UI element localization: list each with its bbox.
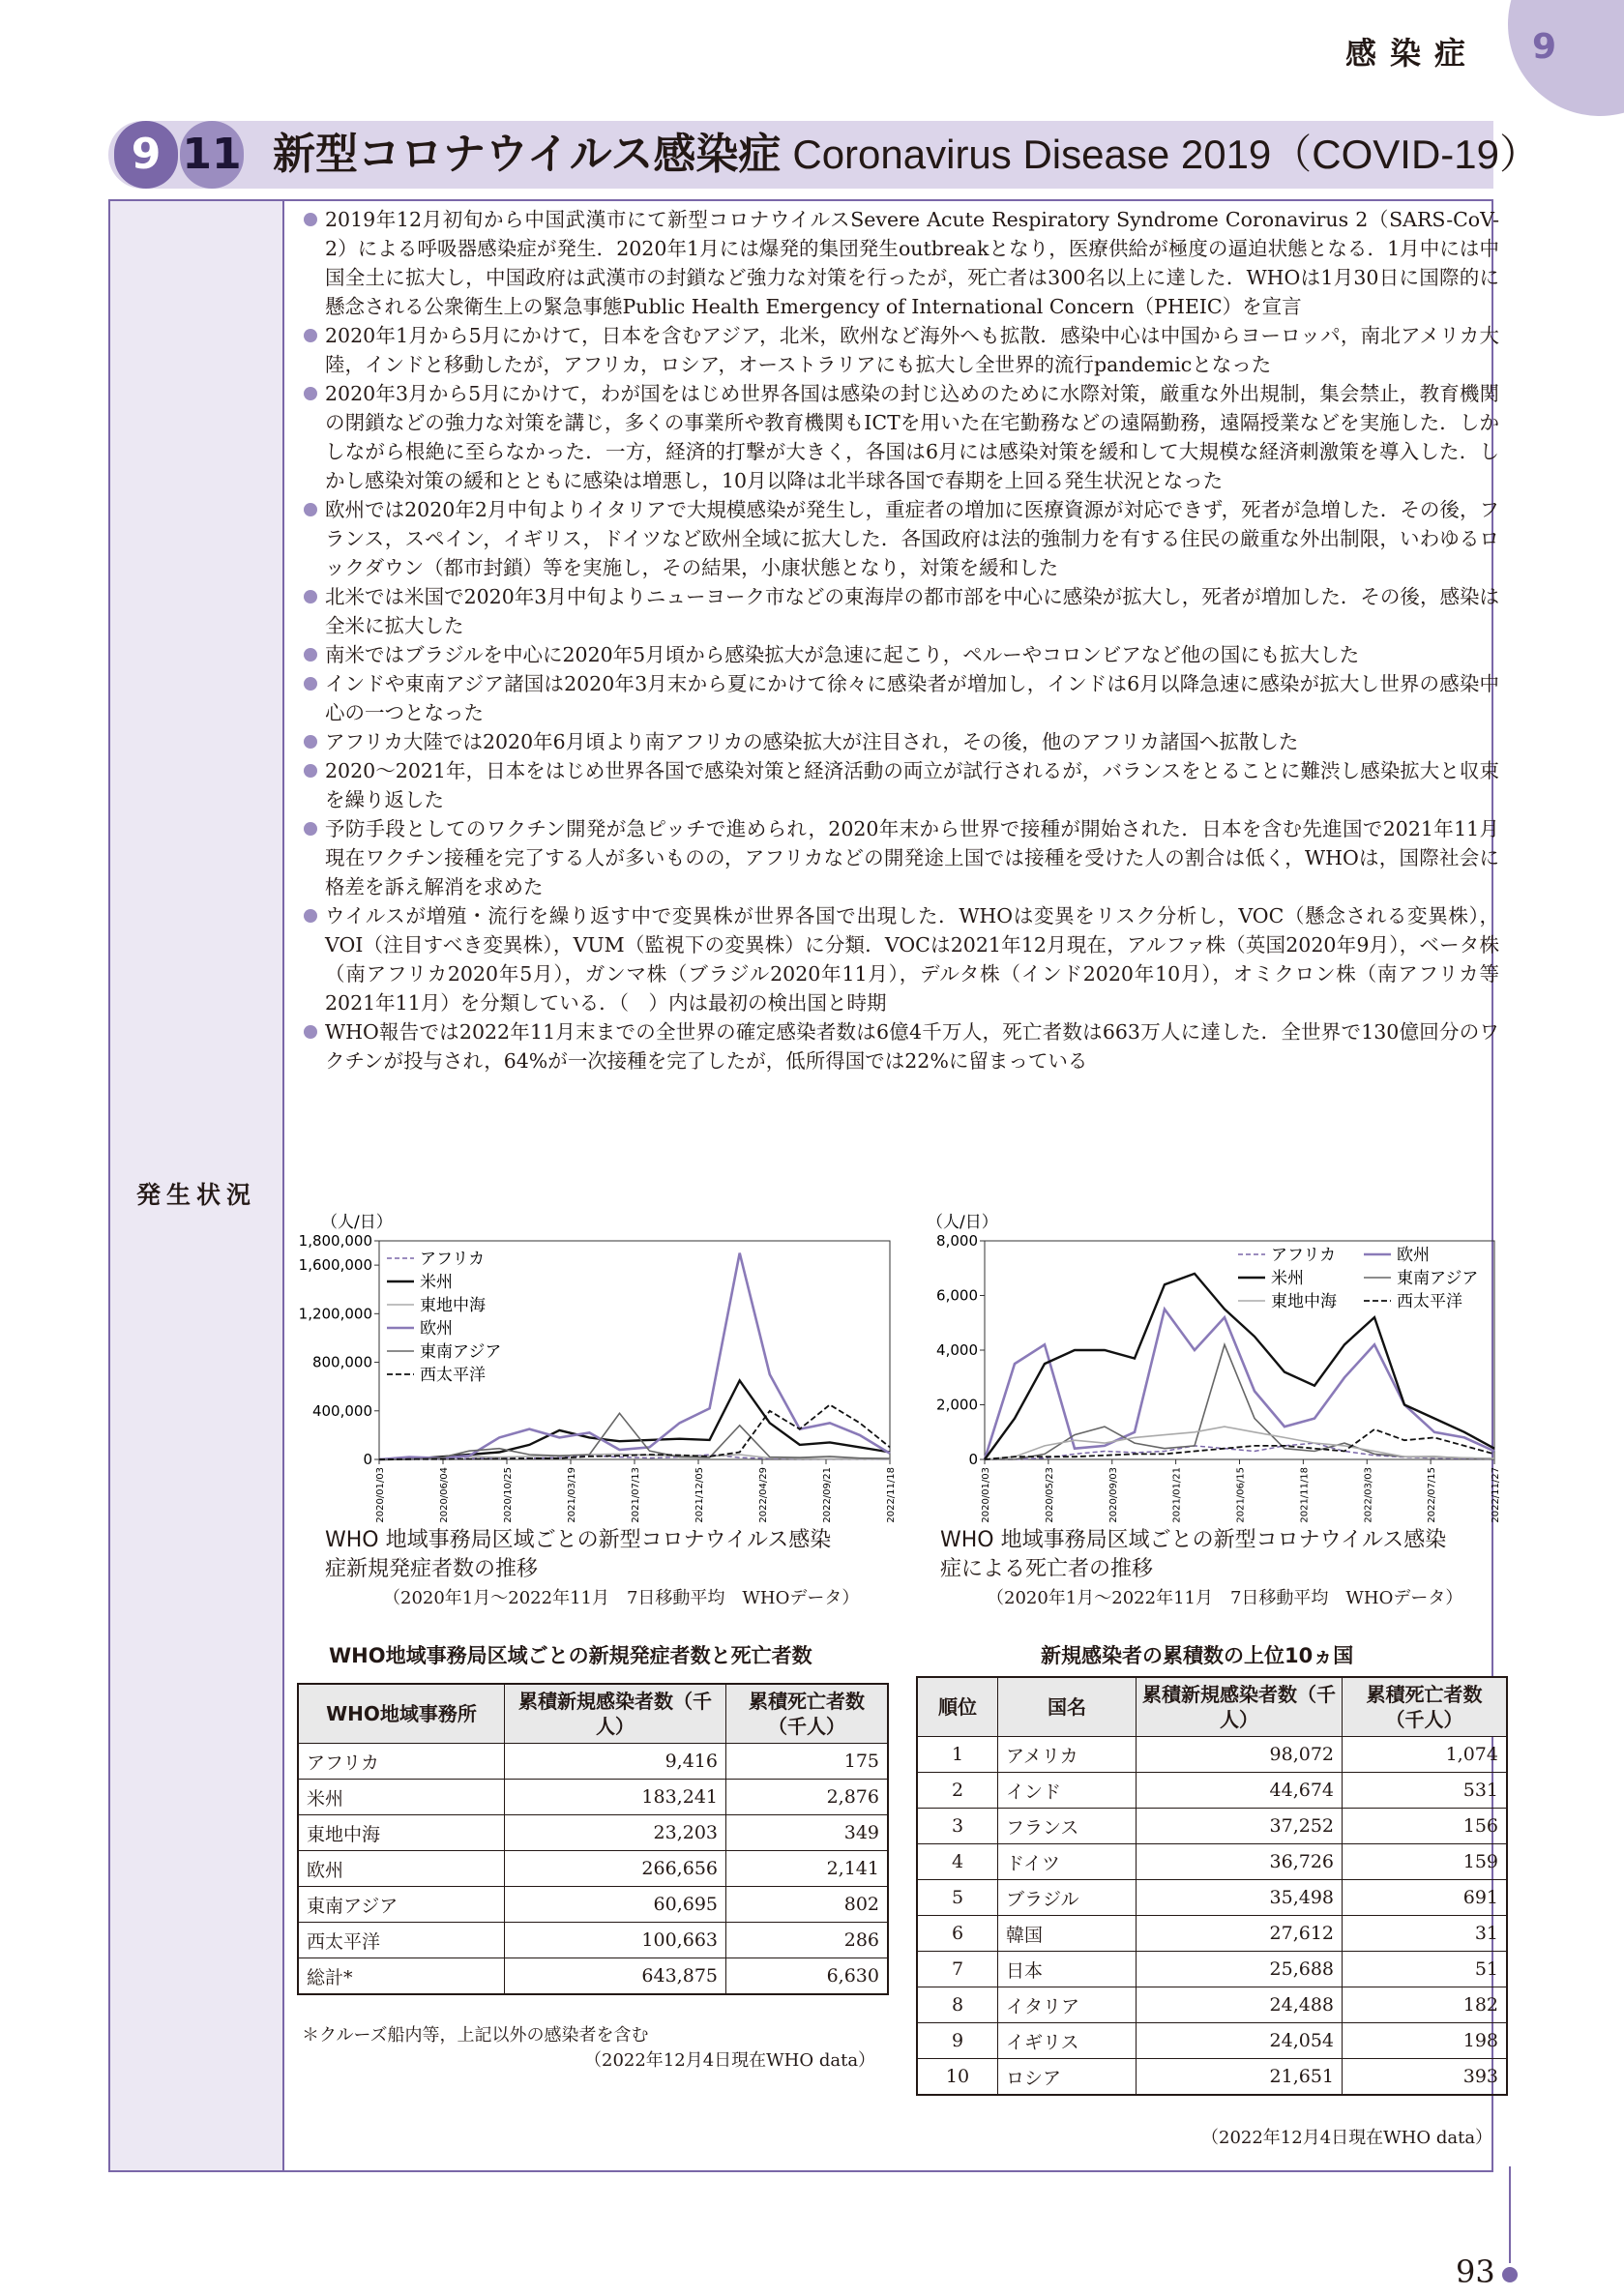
table-cell: 1,074 (1343, 1737, 1508, 1773)
x-tick-label: 2021/06/15 (1235, 1467, 1247, 1523)
table-cell: 4 (917, 1844, 998, 1880)
table-cell: 44,674 (1137, 1773, 1343, 1809)
bullet-text: ウイルスが増殖・流行を繰り返す中で変異株が世界各国で出現した．WHOは変異をリスク分析し，VOC（懸念される変異株），VOI（注目すべき変異株），VUM（監視下の変異株）に分類．VOCは2021年12月現在，アルファ株（英国2020年9月），ベータ株（南アフリカ2020年5月），ガンマ株（ブラジル2020年11月），デルタ株（インド2020年10月），オミクロン株（南アフリカ等2021年11月）を分類している．（ ）内は最初の検出国と時期 (325, 904, 1499, 1015)
bullet-text: 欧州では2020年2月中旬よりイタリアで大規模感染が発生し，重症者の増加に医療資源が対応できず，死者が急増した．その後，フランス，スペイン，イギリス，ドイツなど欧州全域に拡大した．各国政府は法的強制力を有する住民の厳重な外出制限，いわゆるロックダウン（都市封鎖）等を実施し，その結果，小康状態となり，対策を緩和した (325, 498, 1499, 579)
bullet-dot-icon (304, 822, 317, 836)
table-cell: 183,241 (505, 1780, 726, 1815)
bullet-dot-icon (304, 677, 317, 691)
bullet-dot-icon (304, 735, 317, 749)
table1-header: 累積死亡者数（千人） (726, 1684, 889, 1744)
table-cell: 159 (1343, 1844, 1508, 1880)
bullet-text: 北米では米国で2020年3月中旬よりニューヨーク市などの東海岸の都市部を中心に感染が拡大し，死者が増加した．その後，感染は全米に拡大した (325, 585, 1499, 637)
y-tick-label: 6,000 (936, 1286, 978, 1305)
table-row (917, 2023, 1507, 2059)
table-cell: 東地中海 (298, 1815, 505, 1851)
bullet-text: 2019年12月初旬から中国武漢市にて新型コロナウイルスSevere Acute Respiratory Syndrome Coronavirus 2（SARS-CoV-2）による呼吸器感染症が発生．2020年1月には爆発的集団発生outbreakとなり，医療供給が極度の逼迫状態となる．1月中には中国全土に拡大し，中国政府は武漢市の封鎖など強力な対策を行ったが，死亡者は300名以上に達した．WHOは1月30日に国際的に懸念される公衆衛生上の緊急事態Public Health Emergency of International Concern（PHEIC）を宣言 (325, 208, 1499, 318)
legend-label: 欧州 (420, 1319, 453, 1339)
x-tick-label: 2022/09/21 (822, 1467, 833, 1523)
x-tick-label: 2022/11/27 (1491, 1467, 1501, 1523)
table-cell: 266,656 (505, 1851, 726, 1887)
bullet-item (300, 814, 1499, 901)
bullet-item (300, 1017, 1499, 1075)
x-tick-label: 2022/04/29 (758, 1467, 769, 1523)
table-row (298, 1887, 888, 1923)
table1-header: 累積新規感染者数（千人） (505, 1684, 726, 1744)
bullet-dot-icon (304, 909, 317, 923)
chart-cases-title-line2: 症新規発症者数の推移 (325, 1557, 539, 1581)
table-row (917, 1773, 1507, 1809)
title-jp: 新型コロナウイルス感染症 (273, 130, 782, 179)
series-line-欧州 (985, 1310, 1494, 1459)
table2-header: 累積新規感染者数（千人） (1137, 1677, 1343, 1737)
table-cell: インド (998, 1773, 1137, 1809)
table-cell: 198 (1343, 2023, 1508, 2059)
chapter-badge: 9 (114, 121, 178, 189)
table-cell: 3 (917, 1809, 998, 1844)
bullet-dot-icon (304, 590, 317, 603)
header-category: 感染症 (1344, 35, 1479, 72)
sidebar-label: 発生状況 (135, 1181, 256, 1209)
table2-header: 累積死亡者数（千人） (1343, 1677, 1508, 1737)
table-cell: 156 (1343, 1809, 1508, 1844)
table-cell: 10 (917, 2059, 998, 2096)
page-title (273, 124, 1540, 186)
y-tick-label: 0 (363, 1451, 372, 1468)
x-tick-label: 2022/11/18 (886, 1467, 897, 1523)
bullet-text: アフリカ大陸では2020年6月頃より南アフリカの感染拡大が注目され，その後，他のアフリカ諸国へ拡散した (325, 730, 1299, 753)
bullet-item (300, 582, 1499, 640)
bullet-list (300, 205, 1499, 1075)
table-cell: ブラジル (998, 1880, 1137, 1916)
bullet-dot-icon (304, 213, 317, 226)
table2-header: 国名 (998, 1677, 1137, 1737)
table-cell: 36,726 (1137, 1844, 1343, 1880)
section-badge: 11 (180, 121, 244, 189)
header-decoration (1508, 0, 1624, 116)
title-en: Coronavirus Disease 2019（COVID-19） (792, 132, 1541, 177)
x-tick-label: 2020/06/04 (439, 1467, 450, 1523)
legend-label: 東地中海 (420, 1296, 486, 1315)
page-number: 93 (1456, 2253, 1495, 2290)
bullet-dot-icon (304, 329, 317, 342)
x-tick-label: 2022/07/15 (1427, 1467, 1438, 1523)
table-cell: ロシア (998, 2059, 1137, 2096)
table-cell: アメリカ (998, 1737, 1137, 1773)
table1-header: WHO地域事務所 (298, 1684, 505, 1744)
table-cell: イギリス (998, 2023, 1137, 2059)
bullet-item (300, 205, 1499, 321)
y-tick-label: 0 (968, 1451, 978, 1468)
y-tick-label: 2,000 (936, 1396, 978, 1414)
table-cell: 51 (1343, 1952, 1508, 1987)
bullet-dot-icon (304, 1025, 317, 1039)
table-cell: 1 (917, 1737, 998, 1773)
x-tick-label: 2021/11/18 (1299, 1467, 1311, 1523)
y-tick-label: 400,000 (311, 1401, 372, 1420)
table-cell: 西太平洋 (298, 1923, 505, 1958)
x-tick-label: 2021/01/21 (1171, 1467, 1183, 1523)
table-cell: 21,651 (1137, 2059, 1343, 2096)
chart-cases-svg (290, 1204, 909, 1528)
table-cell: イタリア (998, 1987, 1137, 2023)
table1-title: WHO地域事務局区域ごとの新規発症者数と死亡者数 (329, 1644, 812, 1667)
table-row (917, 1987, 1507, 2023)
bullet-item (300, 669, 1499, 727)
bullet-text: 予防手段としてのワクチン開発が急ピッチで進められ，2020年末から世界で接種が開始された．日本を含む先進国で2021年11月現在ワクチン接種を完了する人が多いものの，アフリカなどの開発途上国では接種を受けた人の割合は低く，WHOは，国際社会に格差を訴え解消を求めた (325, 817, 1499, 898)
table-row (298, 1923, 888, 1958)
table-cell: 9,416 (505, 1744, 726, 1780)
table-cell: 2 (917, 1773, 998, 1809)
table-cell: 349 (726, 1815, 889, 1851)
bullet-text: WHO報告では2022年11月末までの全世界の確定感染者数は6億4千万人，死亡者数は663万人に達した．全世界で130億回分のワクチンが投与され，64%が一次接種を完了したが，低所得国では22%に留まっている (325, 1020, 1499, 1073)
bullet-item (300, 901, 1499, 1017)
y-tick-label: 4,000 (936, 1341, 978, 1359)
table2-title: 新規感染者の累積数の上位10ヵ国 (1041, 1644, 1354, 1667)
table1-source: （2022年12月4日現在WHO data） (584, 2050, 876, 2071)
table-row (917, 1737, 1507, 1773)
bullet-dot-icon (304, 387, 317, 400)
chart-cases-note: （2020年1月～2022年11月 7日移動平均 WHOデータ） (383, 1588, 860, 1608)
table-row (298, 1815, 888, 1851)
bullet-item (300, 495, 1499, 582)
table-cell: 35,498 (1137, 1880, 1343, 1916)
legend-label: 東南アジア (1397, 1269, 1479, 1288)
y-tick-label: 8,000 (936, 1232, 978, 1250)
chart-deaths-note: （2020年1月～2022年11月 7日移動平均 WHOデータ） (987, 1588, 1463, 1608)
table-cell: 175 (726, 1744, 889, 1780)
table-row (917, 2059, 1507, 2096)
table2-header: 順位 (917, 1677, 998, 1737)
table-row (298, 1851, 888, 1887)
table-cell: 23,203 (505, 1815, 726, 1851)
table-cell: 27,612 (1137, 1916, 1343, 1952)
legend-label: 東地中海 (1271, 1292, 1337, 1311)
chart-deaths (909, 1204, 1509, 1528)
country-table (916, 1676, 1508, 2096)
table-cell: 531 (1343, 1773, 1508, 1809)
legend-label: 東南アジア (420, 1342, 502, 1362)
series-line-東地中海 (985, 1427, 1494, 1459)
bullet-dot-icon (304, 764, 317, 778)
table-cell: 393 (1343, 2059, 1508, 2096)
y-tick-label: 1,200,000 (298, 1305, 372, 1323)
table-cell: 24,488 (1137, 1987, 1343, 2023)
legend-label: アフリカ (420, 1250, 486, 1269)
bullet-text: 2020～2021年，日本をはじめ世界各国で感染対策と経済活動の両立が試行されるが，バランスをとることに難渋し感染拡大と収束を繰り返した (325, 759, 1499, 811)
table-row (917, 1880, 1507, 1916)
table-cell: 東南アジア (298, 1887, 505, 1923)
bullet-dot-icon (304, 503, 317, 516)
page-dot (1502, 2267, 1518, 2282)
x-tick-label: 2021/12/05 (694, 1467, 705, 1523)
bullet-dot-icon (304, 648, 317, 662)
bullet-text: 2020年1月から5月にかけて，日本を含むアジア，北米，欧州など海外へも拡散．感染中心は中国からヨーロッパ，南北アメリカ大陸，インドと移動したが，アフリカ，ロシア，オーストラリアにも拡大し全世界的流行pandemicとなった (325, 324, 1499, 376)
table-cell: 2,141 (726, 1851, 889, 1887)
chart-deaths-caption (940, 1526, 1446, 1584)
x-tick-label: 2021/07/13 (631, 1467, 641, 1523)
legend-label: 米州 (420, 1273, 453, 1292)
header-chapter-number: 9 (1531, 27, 1556, 67)
chart-cases (290, 1204, 909, 1528)
table-cell: 31 (1343, 1916, 1508, 1952)
table-cell: フランス (998, 1809, 1137, 1844)
chart-cases-caption (325, 1526, 831, 1584)
x-tick-label: 2020/10/25 (503, 1467, 514, 1523)
table-cell: アフリカ (298, 1744, 505, 1780)
legend-label: アフリカ (1271, 1246, 1337, 1265)
table-cell: 37,252 (1137, 1809, 1343, 1844)
table-cell: 日本 (998, 1952, 1137, 1987)
table-cell: 米州 (298, 1780, 505, 1815)
table-cell: 98,072 (1137, 1737, 1343, 1773)
table-cell: 9 (917, 2023, 998, 2059)
bullet-item (300, 727, 1499, 756)
chart-ylabel: （人/日） (321, 1213, 393, 1232)
table-row (917, 1809, 1507, 1844)
series-line-東南アジア (379, 1413, 890, 1459)
table-cell: 25,688 (1137, 1952, 1343, 1987)
y-tick-label: 800,000 (311, 1353, 372, 1371)
legend-label: 西太平洋 (420, 1366, 486, 1385)
x-tick-label: 2020/01/03 (375, 1467, 386, 1523)
table-cell: 総計* (298, 1958, 505, 1995)
chart-cases-title-line1: WHO 地域事務局区域ごとの新型コロナウイルス感染 (325, 1528, 832, 1552)
table-cell: 24,054 (1137, 2023, 1343, 2059)
legend-label: 西太平洋 (1397, 1292, 1462, 1311)
bullet-item (300, 321, 1499, 379)
table-cell: 802 (726, 1887, 889, 1923)
table-row (917, 1916, 1507, 1952)
table-cell: 2,876 (726, 1780, 889, 1815)
table-row (298, 1780, 888, 1815)
table-cell: 8 (917, 1987, 998, 2023)
table-cell: 欧州 (298, 1851, 505, 1887)
bullet-text: インドや東南アジア諸国は2020年3月末から夏にかけて徐々に感染者が増加し，インドは6月以降急速に感染が拡大し世界の感染中心の一つとなった (325, 672, 1499, 724)
y-tick-label: 1,600,000 (298, 1256, 372, 1275)
chart-deaths-title-line1: WHO 地域事務局区域ごとの新型コロナウイルス感染 (940, 1528, 1447, 1552)
table-row (917, 1844, 1507, 1880)
legend-label: 米州 (1271, 1269, 1304, 1288)
table-cell: 60,695 (505, 1887, 726, 1923)
region-table (297, 1683, 889, 1995)
page-line (1509, 2166, 1511, 2263)
x-tick-label: 2021/03/19 (567, 1467, 577, 1523)
table-cell: 6 (917, 1916, 998, 1952)
x-tick-label: 2022/03/03 (1363, 1467, 1374, 1523)
legend-label: 欧州 (1397, 1246, 1430, 1265)
table-row (298, 1958, 888, 1995)
table-cell: 韓国 (998, 1916, 1137, 1952)
x-tick-label: 2020/09/03 (1107, 1467, 1119, 1523)
table-cell: 6,630 (726, 1958, 889, 1995)
table1-footnote: ＊クルーズ船内等，上記以外の感染者を含む (302, 2025, 649, 2046)
bullet-item (300, 640, 1499, 669)
table-cell: 691 (1343, 1880, 1508, 1916)
table-cell: ドイツ (998, 1844, 1137, 1880)
table-cell: 7 (917, 1952, 998, 1987)
chart-ylabel: （人/日） (927, 1213, 998, 1232)
bullet-text: 南米ではブラジルを中心に2020年5月頃から感染拡大が急速に起こり，ペルーやコロンビアなど他の国にも拡大した (325, 643, 1360, 666)
table-cell: 286 (726, 1923, 889, 1958)
table-cell: 643,875 (505, 1958, 726, 1995)
y-tick-label: 1,800,000 (298, 1232, 372, 1250)
table-cell: 100,663 (505, 1923, 726, 1958)
bullet-item (300, 756, 1499, 814)
chart-deaths-svg (909, 1204, 1509, 1528)
bullet-text: 2020年3月から5月にかけて，わが国をはじめ世界各国は感染の封じ込めのために水際対策，厳重な外出規制，集会禁止，教育機関の閉鎖などの強力な対策を講じ，多くの事業所や教育機関もICTを用いた在宅勤務などの遠隔勤務，遠隔授業などを実施した．しかしながら根絶に至らなかった．一方，経済的打撃が大きく，各国は6月には感染対策を緩和して大規模な経済刺激策を導入した．しかし感染対策の緩和とともに感染は増悪し，10月以降は北半球各国で春期を上回る発生状況となった (325, 382, 1500, 492)
table-row (917, 1952, 1507, 1987)
chart-deaths-title-line2: 症による死亡者の推移 (940, 1557, 1154, 1581)
sidebar (110, 201, 284, 2170)
table-row (298, 1744, 888, 1780)
x-tick-label: 2020/05/23 (1044, 1467, 1055, 1523)
x-tick-label: 2020/01/03 (981, 1467, 991, 1523)
bullet-item (300, 379, 1499, 495)
table2-source: （2022年12月4日現在WHO data） (1201, 2128, 1493, 2148)
table-cell: 5 (917, 1880, 998, 1916)
table-cell: 182 (1343, 1987, 1508, 2023)
